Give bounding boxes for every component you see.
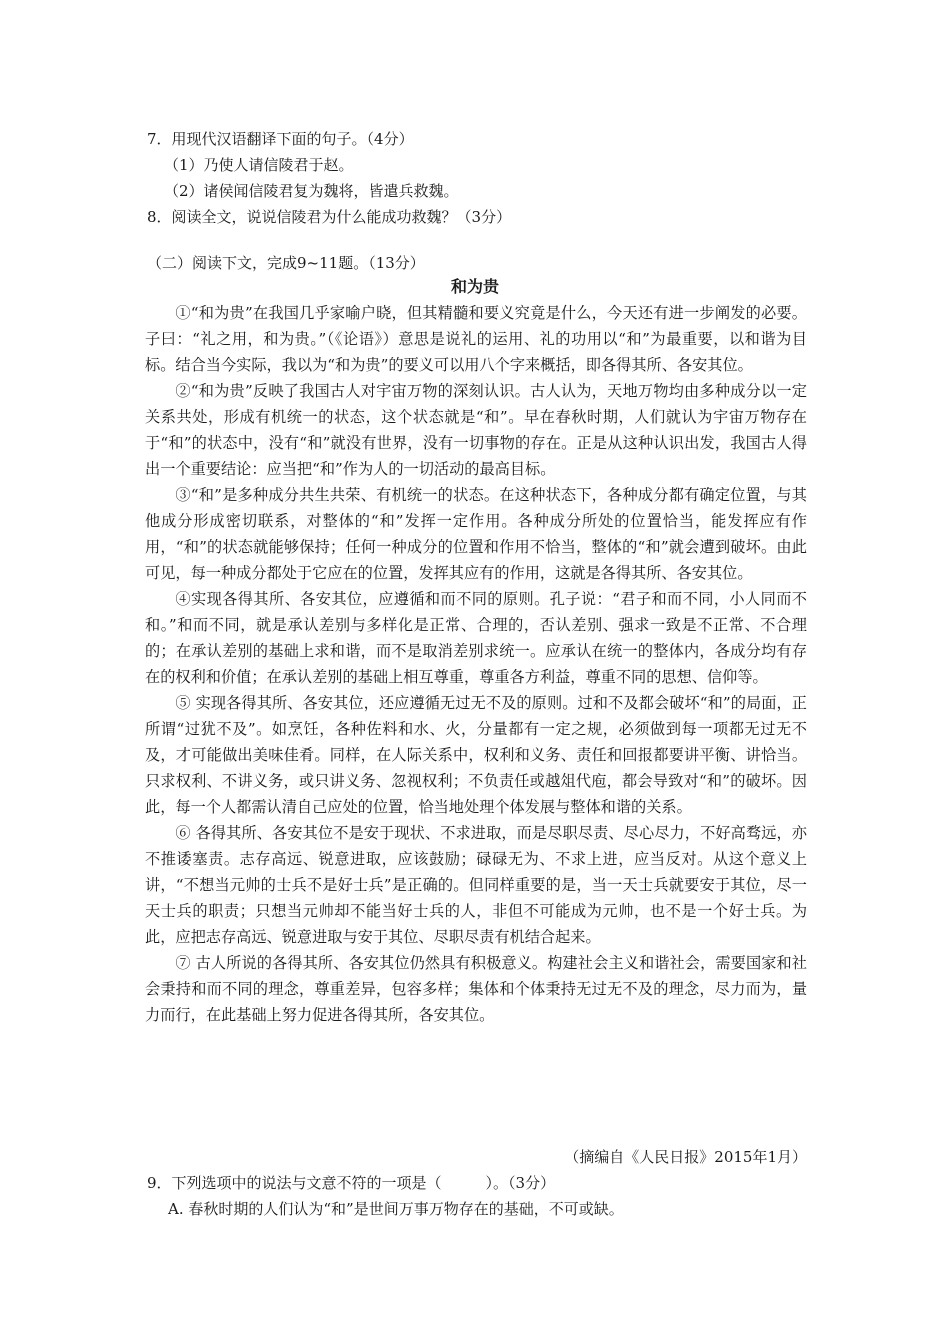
- question-9-prefix: 9．下列选项中的说法与文意不符的一项是（: [147, 1174, 442, 1192]
- question-7-sentence-2: （2）诸侯闻信陵君复为魏将，皆遣兵救魏。: [164, 182, 459, 200]
- section-2-heading: （二）阅读下文，完成9~11题。（13分）: [147, 254, 425, 272]
- article-body: [145, 300, 807, 1028]
- article-paragraph-1: ①“和为贵”在我国几乎家喻户晓，但其精髓和要义究竟是什么，今天还有进一步阐发的必要。子曰：“礼之用，和为贵。”（《论语》）意思是说礼的运用、礼的功用以“和”为最重要，以和谐为目标。结合当今实际，我以为“和为贵”的要义可以用八个字来概括，即各得其所、各安其位。: [145, 304, 807, 374]
- article-source: （摘编自《人民日报》2015年1月）: [564, 1148, 807, 1166]
- question-7-sentence-1: （1）乃使人请信陵君于赵。: [164, 156, 354, 174]
- article-paragraph-2: ②“和为贵”反映了我国古人对宇宙万物的深刻认识。古人认为，天地万物均由多种成分以一定关系共处，形成有机统一的状态，这个状态就是“和”。早在春秋时期，人们就认为宇宙万物存在于“和”的状态中，没有“和”就没有世界，没有一切事物的存在。正是从这种认识出发，我国古人得出一个重要结论：应当把“和”作为人的一切活动的最高目标。: [145, 382, 807, 478]
- article-paragraph-5: ⑤ 实现各得其所、各安其位，还应遵循无过无不及的原则。过和不及都会破坏“和”的局面，正所谓“过犹不及”。如烹饪，各种佐料和水、火，分量都有一定之规，必须做到每一项都无过无不及，才可能做出美味佳肴。同样，在人际关系中，权利和义务、责任和回报都要讲平衡、讲恰当。只求权利、不讲义务，或只讲义务、忽视权利；不负责任或越俎代庖，都会导致对“和”的破坏。因此，每一个人都需认清自己应处的位置，恰当地处理个体发展与整体和谐的关系。: [145, 694, 807, 816]
- question-9-option-a: A. 春秋时期的人们认为“和”是世间万事万物存在的基础，不可或缺。: [168, 1200, 624, 1218]
- question-7-title: 7．用现代汉语翻译下面的句子。（4分）: [147, 130, 414, 148]
- article-title: 和为贵: [450, 277, 499, 296]
- questions-7-8: [147, 126, 827, 230]
- article-paragraph-4: ④实现各得其所、各安其位，应遵循和而不同的原则。孔子说：“君子和而不同，小人同而不和。”和而不同，就是承认差别与多样化是正常、合理的，否认差别、强求一致是不正常、不合理的；在承认差别的基础上求和谐，而不是取消差别求统一。应承认在统一的整体内，各成分均有存在的权利和价值；在承认差别的基础上相互尊重，尊重各方利益，尊重不同的思想、信仰等。: [145, 590, 807, 686]
- question-9-title: [147, 1170, 555, 1196]
- article-paragraph-3: ③“和”是多种成分共生共荣、有机统一的状态。在这种状态下，各种成分都有确定位置，与其他成分形成密切联系，对整体的“和”发挥一定作用。各种成分所处的位置恰当，能发挥应有作用，“和”的状态就能够保持；任何一种成分的位置和作用不恰当，整体的“和”就会遭到破坏。由此可见，每一种成分都处于它应在的位置，发挥其应有的作用，这就是各得其所、各安其位。: [145, 486, 807, 582]
- article-paragraph-6: ⑥ 各得其所、各安其位不是安于现状、不求进取，而是尽职尽责、尽心尽力，不好高骛远，亦不推诿塞责。志存高远、锐意进取，应该鼓励；碌碌无为、不求上进，应当反对。从这个意义上讲，“不想当元帅的士兵不是好士兵”是正确的。但同样重要的是，当一天士兵就要安于其位，尽一天士兵的职责；只想当元帅却不能当好士兵的人，非但不可能成为元帅，也不是一个好士兵。为此，应把志存高远、锐意进取与安于其位、尽职尽责有机结合起来。: [145, 824, 807, 946]
- question-8-title: 8．阅读全文，说说信陵君为什么能成功救魏？（3分）: [147, 208, 512, 226]
- question-9-suffix: ）。（3分）: [485, 1174, 556, 1192]
- article-paragraph-7: ⑦ 古人所说的各得其所、各安其位仍然具有积极意义。构建社会主义和谐社会，需要国家和社会秉持和而不同的理念，尊重差异，包容多样；集体和个体秉持无过无不及的理念，尽力而为，量力而行，在此基础上努力促进各得其所，各安其位。: [145, 954, 807, 1024]
